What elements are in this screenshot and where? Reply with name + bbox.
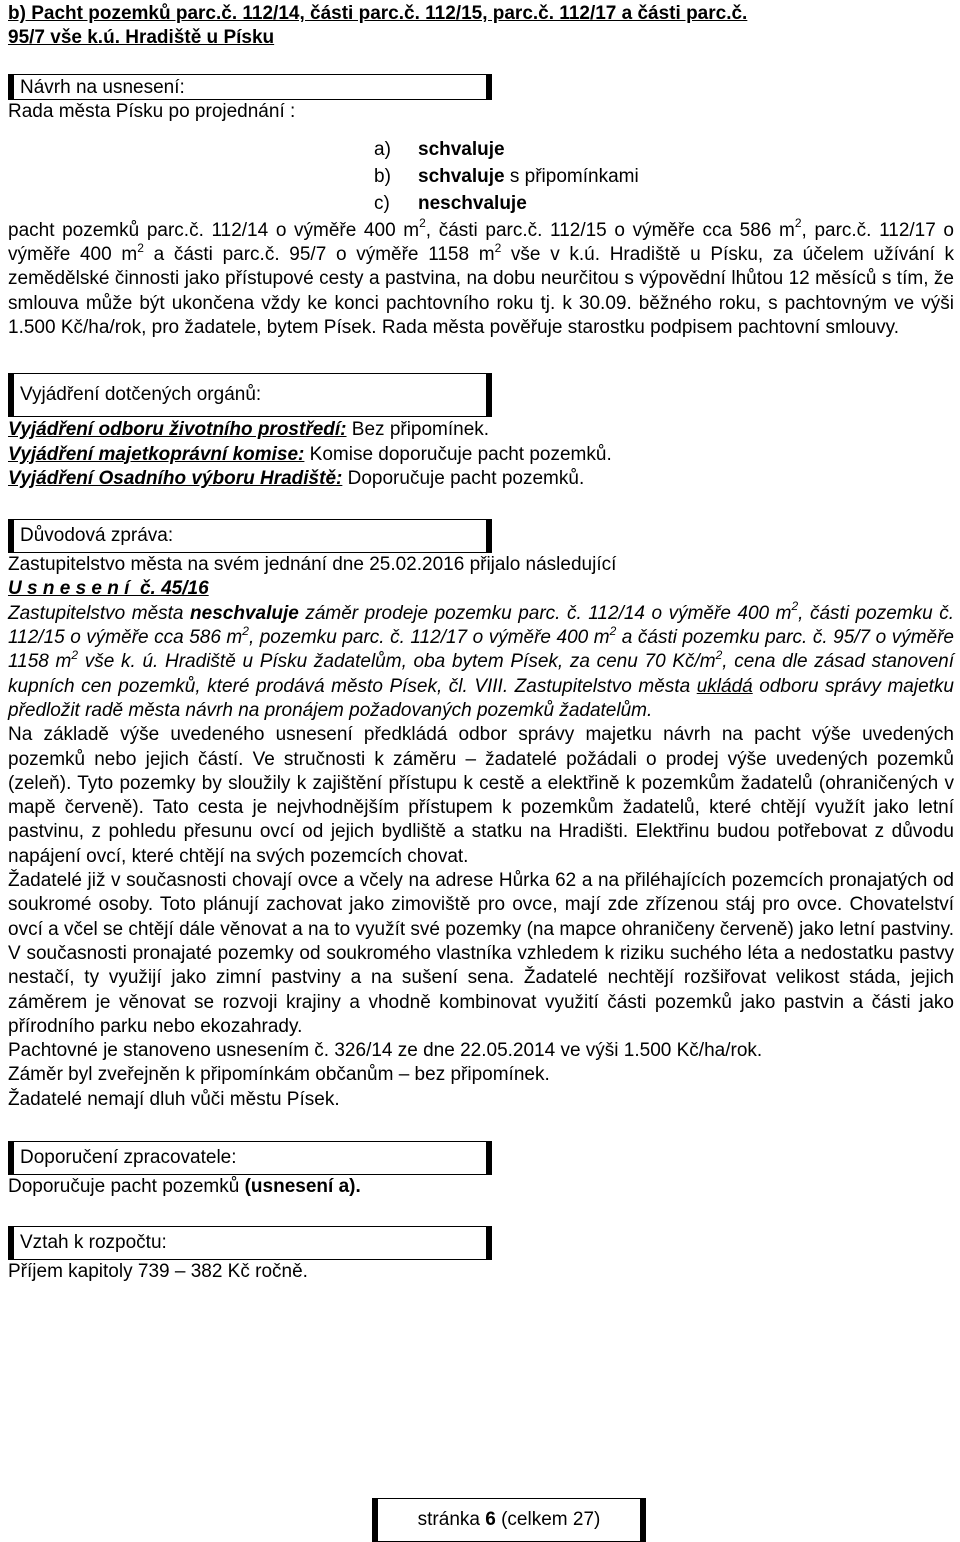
option-a	[374, 138, 954, 162]
recommendation-text	[8, 1175, 954, 1199]
statements-box-label: Vyjádření dotčených orgánů:	[20, 384, 262, 406]
option-key: b)	[374, 166, 391, 188]
option-bold: schvaluje	[418, 166, 505, 188]
budget-box-label: Vztah k rozpočtu:	[20, 1232, 167, 1254]
superscript: 2	[791, 599, 799, 614]
superscript: 2	[609, 623, 617, 638]
option-bold: schvaluje	[418, 138, 505, 160]
resolution-part: , části pozemku č. 112/15 o výměře cca 586 m	[8, 602, 954, 649]
proposal-intro: Rada města Písku po projednání :	[8, 100, 296, 122]
statement-label: Vyjádření odboru životního prostředí:	[8, 419, 347, 441]
resolution-part: a části pozemku parc. č. 95/7 o výměře 1158 m	[8, 627, 955, 673]
proposal-text-5: vše v k.ú. Hradiště u Písku, za účelem užívání k zemědělské činnosti jako přístupové cesty a pastvina, na dobu neurčitou s výpovědní lhůtou 12 měsíců s tím, že smlouva může být ukončena vždy ke konci pachtovního roku tj. k 30.09. běžného roku, s pachtovným ve výši 1.500 Kč/ha/rok, pro žadatele, bytem Písek. Rada města pověřuje starostku podpisem pachtovní smlouvy.	[8, 244, 955, 338]
report-paragraph-3: Pachtovné je stanoveno usnesením č. 326/14 ze dne 22.05.2014 ve výši 1.500 Kč/ha/rok.	[8, 1040, 763, 1062]
resolution-part: záměr prodeje pozemku parc. č. 112/14 o výměře 400 m	[298, 602, 792, 624]
proposal-options	[374, 138, 954, 217]
statement-label: Vyjádření majetkoprávní komise:	[8, 443, 305, 465]
document-page	[8, 0, 954, 1285]
option-c	[374, 192, 954, 216]
recommendation-plain: Doporučuje pacht pozemků	[8, 1175, 245, 1197]
superscript: 2	[71, 648, 79, 663]
option-rest: s připomínkami	[504, 166, 639, 188]
statement-text: Doporučuje pacht pozemků.	[342, 467, 585, 489]
option-key: a)	[374, 138, 391, 160]
report-paragraph-2: Žadatelé již v současnosti chovají ovce a včely na adrese Hůrka 62 a na přiléhajících pozemcích pronajatých od soukromé osoby. Toto plánují zachovat jako zimoviště pro ovce, mají zde zřízenou stáj pro ovce. Chovatelství ovcí a včel se chtějí dále věnovat a na to využít své pozemky (na mapce ohraničeny červeně) jako letní pastviny. V současnosti pronajaté pozemky od soukromého vlastníka vzhledem k riziku suchého léta a nedostatku pastvy nestačí, ty využijí jako zimní pastviny a na sušení sena. Žadatelé nechtějí rozšiřovat velikost stáda, jejich záměrem je věnovat se rozvoji krajiny a vhodně kombinovat využití části pozemků jako pastvin a části jako přírodního parku nebo ekozahrady.	[8, 870, 954, 1037]
proposal-box	[8, 74, 492, 100]
heading-line-1: b) Pacht pozemků parc.č. 112/14, části parc.č. 112/15, parc.č. 112/17 a části parc.č.	[8, 3, 748, 24]
superscript: 2	[794, 216, 802, 231]
section-heading	[8, 2, 954, 51]
superscript: 2	[419, 216, 426, 231]
statement-text: Komise doporučuje pacht pozemků.	[304, 443, 612, 465]
recommendation-box	[8, 1141, 492, 1175]
report-intro: Zastupitelstvo města na svém jednání dne 25.02.2016 přijalo následující	[8, 554, 617, 576]
proposal-text-2: , části parc.č. 112/15 o výměře cca 586 m	[425, 219, 795, 241]
resolution-task-verb: ukládá	[696, 675, 753, 697]
report-paragraph-5: Žadatelé nemají dluh vůči městu Písek.	[8, 1088, 340, 1110]
proposal-text-1: pacht pozemků parc.č. 112/14 o výměře 400 m	[8, 219, 420, 241]
resolution-part: odboru správy majetku předložit radě města návrh na pronájem požadovaných pozemků žadatelům.	[8, 675, 954, 721]
report-box-label: Důvodová zpráva:	[20, 525, 174, 547]
statement-text: Bez připomínek.	[346, 419, 490, 441]
proposal-box-label: Návrh na usnesení:	[20, 76, 185, 98]
budget-text: Příjem kapitoly 739 – 382 Kč ročně.	[8, 1261, 308, 1283]
resolution-part: , cena dle zásad stanovení kupních cen pozemků, které prodává město Písek, čl. VIII. Zastupitelstvo města	[8, 651, 954, 697]
report-paragraph-4: Záměr byl zveřejněn k připomínkám občanům – bez připomínek.	[8, 1064, 550, 1086]
option-bold: neschvaluje	[418, 193, 527, 215]
resolution-label: U s n e s e n í č. 45/16	[8, 578, 209, 600]
option-b	[374, 165, 954, 189]
report-box	[8, 519, 492, 553]
footer-suffix: (celkem 27)	[495, 1509, 601, 1530]
recommendation-bold: (usnesení a).	[244, 1175, 361, 1197]
resolution-part: vše k. ú. Hradiště u Písku žadatelům, oba bytem Písek, za cenu 70 Kč/m	[78, 651, 716, 673]
superscript: 2	[137, 240, 144, 255]
superscript: 2	[494, 240, 502, 255]
heading-line-2: 95/7 vše k.ú. Hradiště u Písku	[8, 27, 275, 49]
resolution-part: Zastupitelstvo města	[8, 602, 191, 624]
statement-label: Vyjádření Osadního výboru Hradiště:	[8, 467, 343, 489]
superscript: 2	[715, 648, 723, 663]
budget-box	[8, 1226, 492, 1260]
page-footer	[372, 1498, 646, 1542]
option-key: c)	[374, 193, 390, 215]
proposal-text-4: a části parc.č. 95/7 o výměře 1158 m	[143, 244, 495, 266]
statements-box	[8, 373, 492, 417]
resolution-verb: neschvaluje	[190, 602, 299, 624]
report-paragraph-1: Na základě výše uvedeného usnesení předkládá odbor správy majetku návrh na pacht výše uvedených pozemků nebo jejich částí. Ve stručnosti k záměru – žadatelé požádali o prodej výše uvedených pozemků (zeleň). Tyto pozemky by sloužily k zajištění přístupu k cestě a elektřině k pozemkům žadatelů (ohraničených v mapě červeně). Tato cesta je nejvhodnějším přístupem k pozemkům žadatelů, které chtějí využít jako letní pastvinu, z pohledu přesunu ovcí od jejich bydliště a statku na Hradišti. Elektřinu budou potřebovat z důvodu napájení ovcí, které chtějí na svých pozemcích chovat.	[8, 724, 954, 867]
footer-prefix: stránka	[417, 1509, 486, 1530]
proposal-text	[8, 216, 955, 340]
superscript: 2	[242, 623, 249, 638]
resolution-part: , pozemku parc. č. 112/17 o výměře 400 m	[248, 627, 610, 649]
statement-village	[8, 467, 954, 491]
footer-page-number: 6	[485, 1509, 496, 1530]
statement-property	[8, 443, 954, 467]
statement-env	[8, 418, 954, 442]
recommendation-box-label: Doporučení zpracovatele:	[20, 1146, 237, 1168]
resolution-text	[8, 599, 955, 723]
proposal-text-3: , parc.č. 112/17 o výměře 400 m	[8, 219, 954, 266]
